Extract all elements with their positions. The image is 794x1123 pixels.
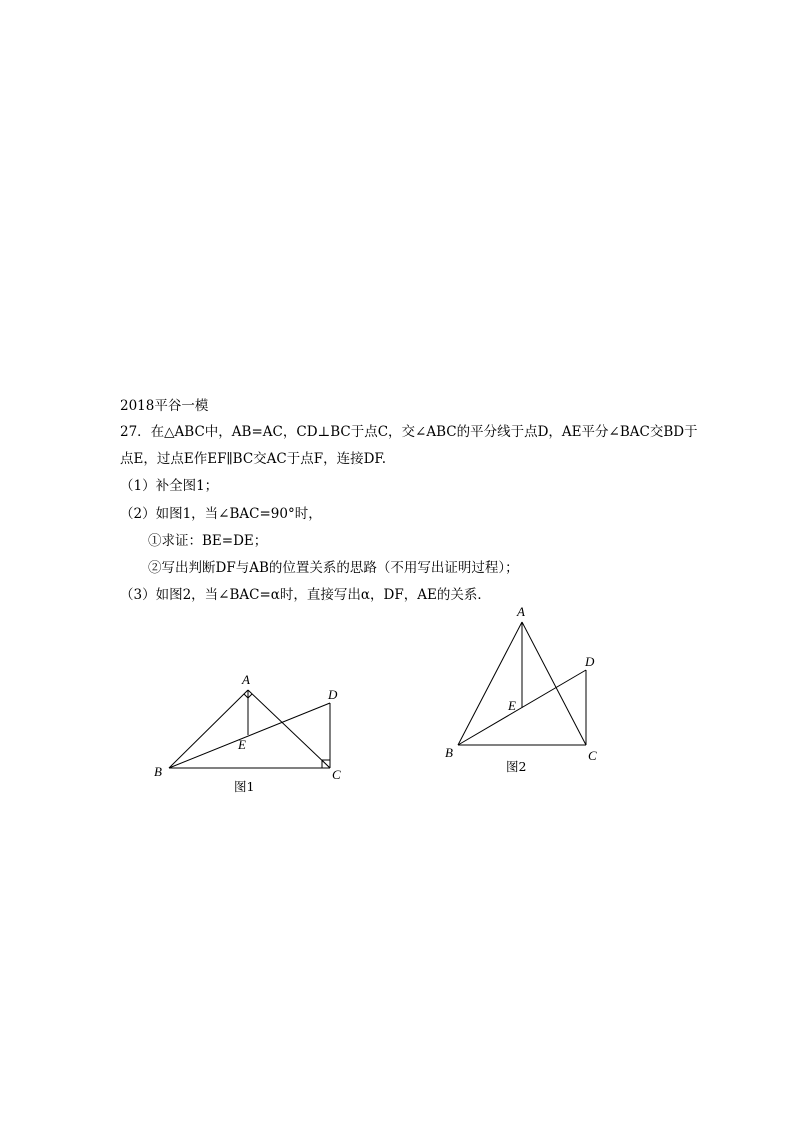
fig1-label-B: B: [154, 764, 162, 779]
fig1-label-D: D: [328, 687, 338, 702]
part-1: （1）补全图1；: [120, 478, 219, 494]
fig1-right-angle-C-diag: [322, 760, 330, 768]
part-2-sub-2: ②写出判断DF与AB的位置关系的思路（不用写出证明过程）；: [148, 560, 519, 576]
fig1-caption: 图1: [234, 779, 255, 794]
question-text-line-1: 27．在△ABC中，AB=AC，CD⊥BC于点C，交∠ABC的平分线于点D，AE平分∠BAC交BD于: [120, 424, 698, 440]
fig2-segment-AC: [522, 622, 586, 745]
fig2-label-A: A: [517, 604, 525, 619]
fig2-label-B: B: [445, 745, 453, 760]
fig1-label-C: C: [332, 767, 341, 782]
question-text-line-2: 点E，过点E作EF∥BC交AC于点F，连接DF.: [120, 451, 386, 467]
fig2-label-D: D: [585, 654, 595, 669]
figure-1: [169, 690, 330, 768]
fig1-segment-AB: [169, 690, 248, 768]
figure-2: [458, 622, 586, 745]
part-2: （2）如图1，当∠BAC=90°时，: [120, 506, 322, 522]
part-2-sub-1: ①求证：BE=DE；: [148, 533, 268, 549]
fig1-segment-BD: [169, 703, 330, 768]
fig1-segment-AC: [248, 690, 330, 768]
fig1-label-E: E: [238, 737, 246, 752]
fig2-label-C: C: [588, 748, 597, 763]
fig2-label-E: E: [508, 698, 516, 713]
fig2-caption: 图2: [506, 759, 527, 774]
fig1-label-A: A: [242, 672, 250, 687]
source-label: 2018平谷一模: [120, 398, 209, 414]
part-3: （3）如图2，当∠BAC=α时，直接写出α，DF，AE的关系．: [120, 587, 491, 603]
